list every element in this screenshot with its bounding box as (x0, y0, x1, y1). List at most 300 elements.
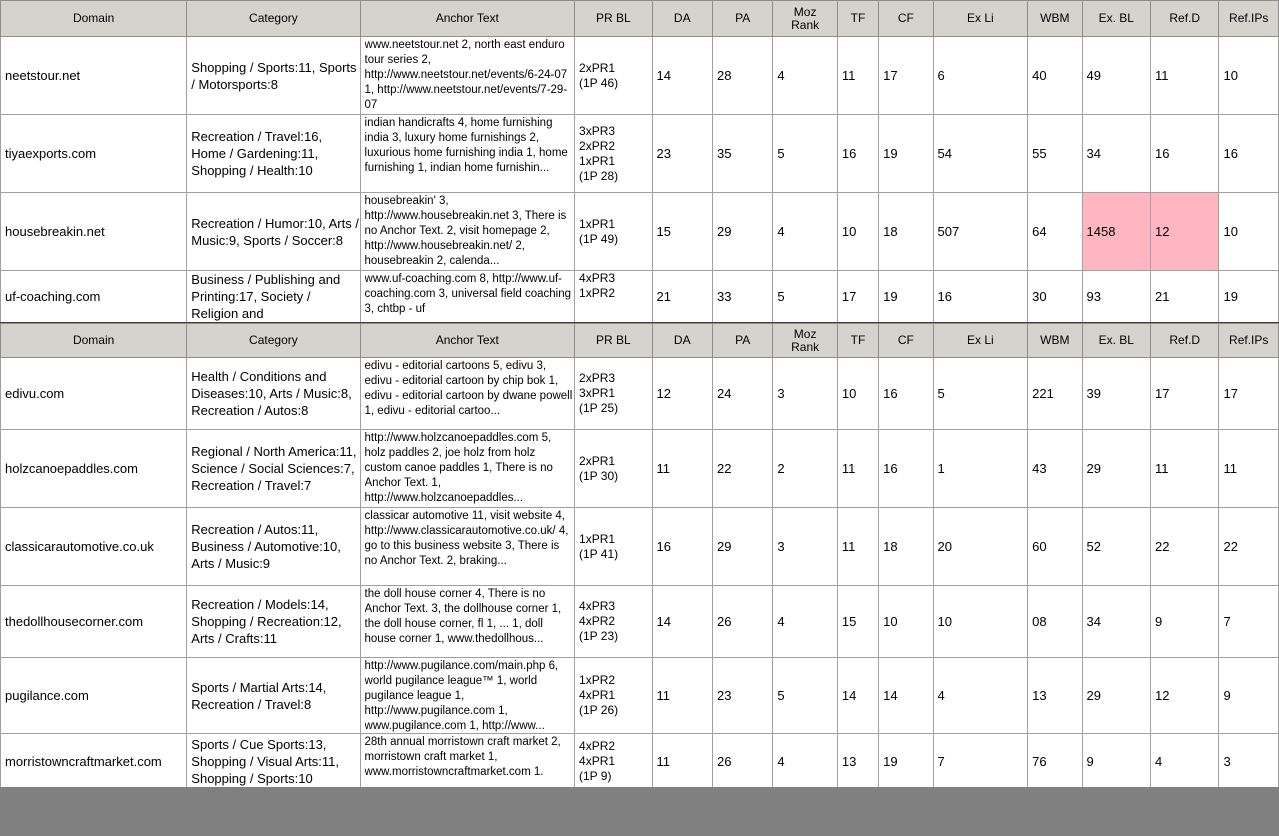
da-cell[interactable] (652, 430, 712, 508)
col-header-wbm[interactable]: WBM (1028, 1, 1082, 37)
ex-bl-value: 1458 (1086, 224, 1116, 239)
cf-value: 19 (883, 146, 898, 161)
ref-d-value: 22 (1155, 539, 1170, 554)
domain-cell[interactable] (1, 430, 187, 508)
ref-d-cell[interactable] (1151, 430, 1219, 508)
cf-value: 16 (883, 461, 898, 476)
col-header-ex-bl[interactable]: Ex. BL (1082, 324, 1150, 358)
anchor-text-cell[interactable] (360, 358, 575, 430)
ref-ips-cell[interactable] (1219, 430, 1279, 508)
ex-li-value: 507 (937, 224, 960, 239)
col-header-moz-rank[interactable]: Moz Rank (773, 324, 837, 358)
cf-cell[interactable] (879, 271, 933, 323)
moz-rank-value: 5 (777, 146, 785, 161)
anchor-text-cell[interactable] (360, 658, 575, 734)
da-cell[interactable] (652, 734, 712, 788)
tf-value: 11 (841, 539, 856, 554)
ref-ips-cell[interactable] (1219, 734, 1279, 788)
col-header-ex-li[interactable]: Ex Li (933, 324, 1028, 358)
ref-d-value: 21 (1155, 289, 1170, 304)
category-value: Regional / North America:11, Science / Social Sciences:7, Recreation / Travel:7 (191, 444, 357, 493)
pa-cell[interactable] (712, 358, 772, 430)
tf-cell[interactable] (837, 734, 878, 788)
tf-cell[interactable] (837, 271, 878, 323)
ref-d-cell[interactable] (1151, 271, 1219, 323)
wbm-cell[interactable] (1028, 734, 1082, 788)
table-row[interactable] (1, 734, 1279, 788)
domain-cell[interactable] (1, 115, 187, 193)
pa-value: 26 (716, 754, 732, 769)
moz-rank-value: 2 (777, 461, 785, 476)
pr-bl-value: 2xPR3 3xPR1 (1P 25) (579, 371, 619, 415)
col-header-da[interactable]: DA (652, 324, 712, 358)
tf-cell[interactable] (837, 508, 878, 586)
ref-ips-value: 10 (1223, 68, 1238, 83)
ex-bl-cell[interactable] (1082, 658, 1150, 734)
pa-value: 33 (716, 289, 732, 304)
moz-rank-value: 3 (777, 539, 785, 554)
moz-rank-cell[interactable] (773, 37, 837, 115)
category-value: Sports / Cue Sports:13, Shopping / Visual Arts:11, Shopping / Sports:10 (191, 737, 339, 786)
wbm-cell[interactable] (1028, 430, 1082, 508)
wbm-cell[interactable] (1028, 358, 1082, 430)
ex-bl-value: 49 (1086, 68, 1101, 83)
ref-ips-value: 10 (1223, 224, 1238, 239)
table-row[interactable] (1, 358, 1279, 430)
anchor-text-value: edivu - editorial cartoons 5, edivu 3, edivu - editorial cartoon by chip bok 1, edivu - editorial cartoon by dwane powell 1, edivu - editorial cartoo... (364, 360, 573, 417)
ex-li-cell[interactable] (933, 193, 1028, 271)
col-header-cf[interactable]: CF (879, 1, 933, 37)
tf-value: 16 (841, 146, 857, 161)
cf-value: 18 (883, 539, 898, 554)
col-header-ex-li[interactable]: Ex Li (933, 1, 1028, 37)
da-value: 15 (656, 224, 672, 239)
anchor-text-cell[interactable] (360, 37, 575, 115)
ref-d-value: 4 (1155, 754, 1163, 769)
ex-bl-value: 34 (1086, 146, 1101, 161)
wbm-cell[interactable] (1028, 193, 1082, 271)
da-value: 11 (656, 688, 671, 703)
category-cell[interactable] (187, 115, 360, 193)
ex-bl-value: 9 (1086, 754, 1094, 769)
pa-value: 29 (716, 224, 732, 239)
header-row (1, 324, 1279, 358)
ref-ips-value: 7 (1223, 614, 1231, 629)
pa-cell[interactable] (712, 734, 772, 788)
header-row (1, 1, 1279, 37)
category-value: Recreation / Humor:10, Arts / Music:9, Sports / Soccer:8 (191, 215, 359, 248)
anchor-text-value: the doll house corner 4, There is no Anchor Text. 3, the dollhouse corner 1, the doll house corner, fl 1, ... 1, doll house corner 1, www.thedollhous... (364, 588, 562, 645)
ref-d-cell[interactable] (1151, 115, 1219, 193)
pa-cell[interactable] (712, 658, 772, 734)
domain-value: classicarautomotive.co.uk (5, 539, 154, 554)
wbm-value: 76 (1032, 754, 1047, 769)
wbm-value: 55 (1032, 146, 1047, 161)
moz-rank-cell[interactable] (773, 115, 837, 193)
top-grid-pane[interactable] (0, 0, 1279, 322)
ex-li-cell[interactable] (933, 115, 1028, 193)
ref-d-value: 12 (1155, 224, 1170, 239)
ex-li-cell[interactable] (933, 358, 1028, 430)
anchor-text-value: housebreakin' 3, http://www.housebreakin.net 3, There is no Anchor Text. 2, visit homepage 2, http://www.housebreakin.net/ 2, housebreakin 2, calenda... (364, 195, 567, 267)
category-cell[interactable] (187, 271, 360, 323)
backlinks-grid-top (0, 0, 1279, 322)
anchor-text-value: www.neetstour.net 2, north east enduro tour series 2, http://www.neetstour.net/events/6-24-07 1, http://www.neetstour.net/events/7-29-07 (364, 39, 568, 111)
tf-value: 10 (841, 386, 857, 401)
bottom-grid-pane[interactable] (0, 323, 1279, 787)
ref-ips-cell[interactable] (1219, 508, 1279, 586)
domain-value: morristowncraftmarket.com (5, 754, 162, 769)
pr-bl-value: 2xPR1 (1P 46) (579, 60, 619, 90)
table-row[interactable] (1, 271, 1279, 323)
cf-cell[interactable] (879, 37, 933, 115)
ref-ips-value: 17 (1223, 386, 1238, 401)
moz-rank-value: 4 (777, 614, 785, 629)
domain-cell[interactable] (1, 734, 187, 788)
col-header-ref-ips[interactable]: Ref.IPs (1219, 1, 1279, 37)
moz-rank-cell[interactable] (773, 430, 837, 508)
table-row[interactable] (1, 658, 1279, 734)
pr-bl-value: 2xPR1 (1P 30) (579, 453, 619, 483)
ref-d-value: 11 (1155, 461, 1169, 476)
pa-cell[interactable] (712, 115, 772, 193)
ref-ips-cell[interactable] (1219, 658, 1279, 734)
da-value: 11 (656, 754, 671, 769)
tf-cell[interactable] (837, 430, 878, 508)
ref-d-cell[interactable] (1151, 508, 1219, 586)
ref-ips-cell[interactable] (1219, 358, 1279, 430)
pr-bl-cell[interactable] (575, 37, 653, 115)
ex-li-value: 10 (937, 614, 952, 629)
pa-value: 35 (716, 146, 732, 161)
da-value: 11 (656, 461, 671, 476)
tf-cell[interactable] (837, 658, 878, 734)
wbm-cell[interactable] (1028, 508, 1082, 586)
category-cell[interactable] (187, 586, 360, 658)
da-cell[interactable] (652, 193, 712, 271)
tf-cell[interactable] (837, 37, 878, 115)
da-cell[interactable] (652, 115, 712, 193)
table-row[interactable] (1, 508, 1279, 586)
category-cell[interactable] (187, 658, 360, 734)
da-value: 16 (656, 539, 672, 554)
ref-d-cell[interactable] (1151, 586, 1219, 658)
domain-cell[interactable] (1, 358, 187, 430)
anchor-text-value: http://www.pugilance.com/main.php 6, world pugilance league™ 1, world pugilance league 1, http://www.pugilance.com 1, www.pugilance.com 1, http://www... (364, 660, 559, 732)
domain-cell[interactable] (1, 508, 187, 586)
category-cell[interactable] (187, 430, 360, 508)
da-cell[interactable] (652, 658, 712, 734)
category-cell[interactable] (187, 193, 360, 271)
col-header-anchor-text[interactable]: Anchor Text (360, 324, 575, 358)
tf-value: 11 (841, 68, 856, 83)
ex-bl-cell[interactable] (1082, 193, 1150, 271)
anchor-text-value: 28th annual morristown craft market 2, morristown craft market 1, www.morristowncraftmarket.com 1. (364, 736, 561, 778)
cf-value: 10 (883, 614, 898, 629)
wbm-cell[interactable] (1028, 115, 1082, 193)
tf-cell[interactable] (837, 193, 878, 271)
ex-bl-cell[interactable] (1082, 37, 1150, 115)
ex-li-cell[interactable] (933, 586, 1028, 658)
domain-cell[interactable] (1, 37, 187, 115)
col-header-pa[interactable]: PA (712, 1, 772, 37)
anchor-text-cell[interactable] (360, 115, 575, 193)
anchor-text-cell[interactable] (360, 508, 575, 586)
category-value: Sports / Martial Arts:14, Recreation / Travel:8 (191, 679, 327, 712)
moz-rank-value: 4 (777, 224, 785, 239)
moz-rank-cell[interactable] (773, 658, 837, 734)
ex-li-value: 4 (937, 688, 945, 703)
ex-bl-cell[interactable] (1082, 115, 1150, 193)
ref-ips-cell[interactable] (1219, 271, 1279, 323)
domain-value: tiyaexports.com (5, 146, 97, 161)
cf-cell[interactable] (879, 586, 933, 658)
moz-rank-value: 4 (777, 68, 785, 83)
cf-value: 14 (883, 688, 898, 703)
ref-ips-cell[interactable] (1219, 586, 1279, 658)
category-value: Recreation / Models:14, Shopping / Recreation:12, Arts / Crafts:11 (191, 597, 342, 646)
pr-bl-cell[interactable] (575, 358, 653, 430)
ref-d-cell[interactable] (1151, 358, 1219, 430)
tf-value: 13 (841, 754, 857, 769)
wbm-value: 60 (1032, 539, 1047, 554)
wbm-cell[interactable] (1028, 586, 1082, 658)
da-value: 14 (656, 68, 672, 83)
cf-cell[interactable] (879, 430, 933, 508)
col-header-pr-bl[interactable]: PR BL (575, 324, 653, 358)
pr-bl-value: 4xPR3 4xPR2 (1P 23) (579, 599, 619, 643)
moz-rank-cell[interactable] (773, 586, 837, 658)
pa-cell[interactable] (712, 193, 772, 271)
pr-bl-value: 3xPR3 2xPR2 1xPR1 (1P 28) (579, 123, 619, 183)
category-cell[interactable] (187, 37, 360, 115)
tf-cell[interactable] (837, 586, 878, 658)
cf-value: 19 (883, 289, 898, 304)
wbm-cell[interactable] (1028, 271, 1082, 323)
ex-bl-cell[interactable] (1082, 734, 1150, 788)
ref-d-cell[interactable] (1151, 193, 1219, 271)
ref-ips-value: 3 (1223, 754, 1231, 769)
pr-bl-cell[interactable] (575, 586, 653, 658)
col-header-moz-rank[interactable]: Moz Rank (773, 1, 837, 37)
pr-bl-cell[interactable] (575, 658, 653, 734)
domain-value: thedollhousecorner.com (5, 614, 144, 629)
ex-li-cell[interactable] (933, 430, 1028, 508)
pa-value: 24 (716, 386, 732, 401)
pr-bl-cell[interactable] (575, 734, 653, 788)
category-value: Recreation / Autos:11, Business / Automotive:10, Arts / Music:9 (191, 522, 341, 571)
ex-bl-cell[interactable] (1082, 508, 1150, 586)
pr-bl-value: 1xPR1 (1P 49) (579, 216, 619, 246)
col-header-category[interactable]: Category (187, 324, 360, 358)
tf-value: 15 (841, 614, 857, 629)
wbm-cell[interactable] (1028, 658, 1082, 734)
col-header-ref-ips[interactable]: Ref.IPs (1219, 324, 1279, 358)
pa-cell[interactable] (712, 37, 772, 115)
ex-bl-cell[interactable] (1082, 358, 1150, 430)
cf-cell[interactable] (879, 358, 933, 430)
da-cell[interactable] (652, 271, 712, 323)
ex-bl-value: 34 (1086, 614, 1101, 629)
pa-cell[interactable] (712, 430, 772, 508)
cf-value: 19 (883, 754, 898, 769)
wbm-value: 13 (1032, 688, 1047, 703)
moz-rank-cell[interactable] (773, 193, 837, 271)
da-value: 12 (656, 386, 672, 401)
domain-value: housebreakin.net (5, 224, 105, 239)
col-header-pr-bl[interactable]: PR BL (575, 1, 653, 37)
moz-rank-value: 5 (777, 289, 785, 304)
ref-ips-cell[interactable] (1219, 37, 1279, 115)
domain-cell[interactable] (1, 271, 187, 323)
col-header-wbm[interactable]: WBM (1028, 324, 1082, 358)
table-row[interactable] (1, 37, 1279, 115)
cf-cell[interactable] (879, 734, 933, 788)
ex-li-cell[interactable] (933, 658, 1028, 734)
ex-li-cell[interactable] (933, 734, 1028, 788)
category-cell[interactable] (187, 734, 360, 788)
pr-bl-cell[interactable] (575, 193, 653, 271)
anchor-text-value: indian handicrafts 4, home furnishing india 3, luxury home furnishings 2, luxurious home furnishing india 1, home furnishing 1, indian home furnishin... (364, 117, 568, 174)
pr-bl-cell[interactable] (575, 271, 653, 323)
ex-li-cell[interactable] (933, 508, 1028, 586)
ex-li-value: 6 (937, 68, 945, 83)
pr-bl-value: 1xPR2 4xPR1 (1P 26) (579, 673, 619, 717)
tf-cell[interactable] (837, 358, 878, 430)
category-cell[interactable] (187, 358, 360, 430)
moz-rank-cell[interactable] (773, 271, 837, 323)
ref-ips-cell[interactable] (1219, 115, 1279, 193)
cf-value: 18 (883, 224, 898, 239)
pa-cell[interactable] (712, 586, 772, 658)
domain-cell[interactable] (1, 193, 187, 271)
pr-bl-cell[interactable] (575, 508, 653, 586)
col-header-pa[interactable]: PA (712, 324, 772, 358)
col-header-ex-bl[interactable]: Ex. BL (1082, 1, 1150, 37)
pr-bl-value: 4xPR2 4xPR1 (1P 9) (579, 739, 616, 783)
category-value: Shopping / Sports:11, Sports / Motorsports:8 (191, 59, 357, 92)
col-header-da[interactable]: DA (652, 1, 712, 37)
ref-d-value: 9 (1155, 614, 1163, 629)
wbm-value: 40 (1032, 68, 1047, 83)
ex-bl-value: 52 (1086, 539, 1101, 554)
col-header-tf[interactable]: TF (837, 324, 878, 358)
ex-li-value: 16 (937, 289, 952, 304)
domain-cell[interactable] (1, 586, 187, 658)
anchor-text-cell[interactable] (360, 586, 575, 658)
ref-ips-value: 11 (1223, 461, 1237, 476)
pa-value: 26 (716, 614, 732, 629)
da-value: 21 (656, 289, 672, 304)
moz-rank-cell[interactable] (773, 734, 837, 788)
ex-li-cell[interactable] (933, 37, 1028, 115)
cf-cell[interactable] (879, 193, 933, 271)
cf-value: 16 (883, 386, 898, 401)
domain-value: uf-coaching.com (5, 289, 101, 304)
col-header-anchor-text[interactable]: Anchor Text (360, 1, 575, 37)
col-header-category[interactable]: Category (187, 1, 360, 37)
ex-li-value: 1 (937, 461, 945, 476)
table-row[interactable] (1, 193, 1279, 271)
tf-cell[interactable] (837, 115, 878, 193)
ex-li-value: 20 (937, 539, 952, 554)
tf-value: 17 (841, 289, 857, 304)
moz-rank-cell[interactable] (773, 358, 837, 430)
ex-bl-cell[interactable] (1082, 430, 1150, 508)
moz-rank-value: 3 (777, 386, 785, 401)
ex-bl-value: 93 (1086, 289, 1101, 304)
da-cell[interactable] (652, 586, 712, 658)
pr-bl-cell[interactable] (575, 115, 653, 193)
tf-value: 11 (841, 461, 856, 476)
ex-li-cell[interactable] (933, 271, 1028, 323)
domain-value: pugilance.com (5, 688, 89, 703)
wbm-cell[interactable] (1028, 37, 1082, 115)
da-cell[interactable] (652, 358, 712, 430)
tf-value: 10 (841, 224, 857, 239)
domain-cell[interactable] (1, 658, 187, 734)
pa-cell[interactable] (712, 508, 772, 586)
anchor-text-cell[interactable] (360, 430, 575, 508)
da-cell[interactable] (652, 508, 712, 586)
anchor-text-cell[interactable] (360, 734, 575, 788)
pa-value: 23 (716, 688, 732, 703)
pa-cell[interactable] (712, 271, 772, 323)
col-header-ref-d[interactable]: Ref.D (1151, 324, 1219, 358)
table-row[interactable] (1, 115, 1279, 193)
domain-value: neetstour.net (5, 68, 81, 83)
ref-d-value: 12 (1155, 688, 1170, 703)
ref-d-cell[interactable] (1151, 37, 1219, 115)
ref-ips-cell[interactable] (1219, 193, 1279, 271)
da-value: 23 (656, 146, 672, 161)
category-value: Business / Publishing and Printing:17, Society / Religion and (191, 272, 341, 321)
cf-cell[interactable] (879, 508, 933, 586)
ref-ips-value: 16 (1223, 146, 1238, 161)
da-cell[interactable] (652, 37, 712, 115)
pr-bl-cell[interactable] (575, 430, 653, 508)
ref-d-cell[interactable] (1151, 734, 1219, 788)
table-row[interactable] (1, 430, 1279, 508)
ref-d-value: 11 (1155, 68, 1169, 83)
col-header-cf[interactable]: CF (879, 324, 933, 358)
domain-value: holzcanoepaddles.com (5, 461, 138, 476)
wbm-value: 08 (1032, 614, 1047, 629)
col-header-tf[interactable]: TF (837, 1, 878, 37)
moz-rank-value: 4 (777, 754, 785, 769)
table-row[interactable] (1, 586, 1279, 658)
backlinks-grid-bottom (0, 323, 1279, 787)
col-header-ref-d[interactable]: Ref.D (1151, 1, 1219, 37)
anchor-text-cell[interactable] (360, 193, 575, 271)
col-header-domain[interactable]: Domain (1, 1, 187, 37)
ex-bl-cell[interactable] (1082, 586, 1150, 658)
pr-bl-value: 4xPR3 1xPR2 (579, 271, 616, 300)
category-cell[interactable] (187, 508, 360, 586)
anchor-text-cell[interactable] (360, 271, 575, 323)
ex-bl-value: 29 (1086, 688, 1101, 703)
moz-rank-cell[interactable] (773, 508, 837, 586)
ex-bl-cell[interactable] (1082, 271, 1150, 323)
cf-cell[interactable] (879, 115, 933, 193)
wbm-value: 64 (1032, 224, 1047, 239)
tf-value: 14 (841, 688, 857, 703)
anchor-text-value: classicar automotive 11, visit website 4, http://www.classicarautomotive.co.uk/ 4, go to this business website 3, There is no Anchor Text. 2, braking... (364, 510, 569, 567)
cf-cell[interactable] (879, 658, 933, 734)
cf-value: 17 (883, 68, 898, 83)
col-header-domain[interactable]: Domain (1, 324, 187, 358)
ref-d-cell[interactable] (1151, 658, 1219, 734)
